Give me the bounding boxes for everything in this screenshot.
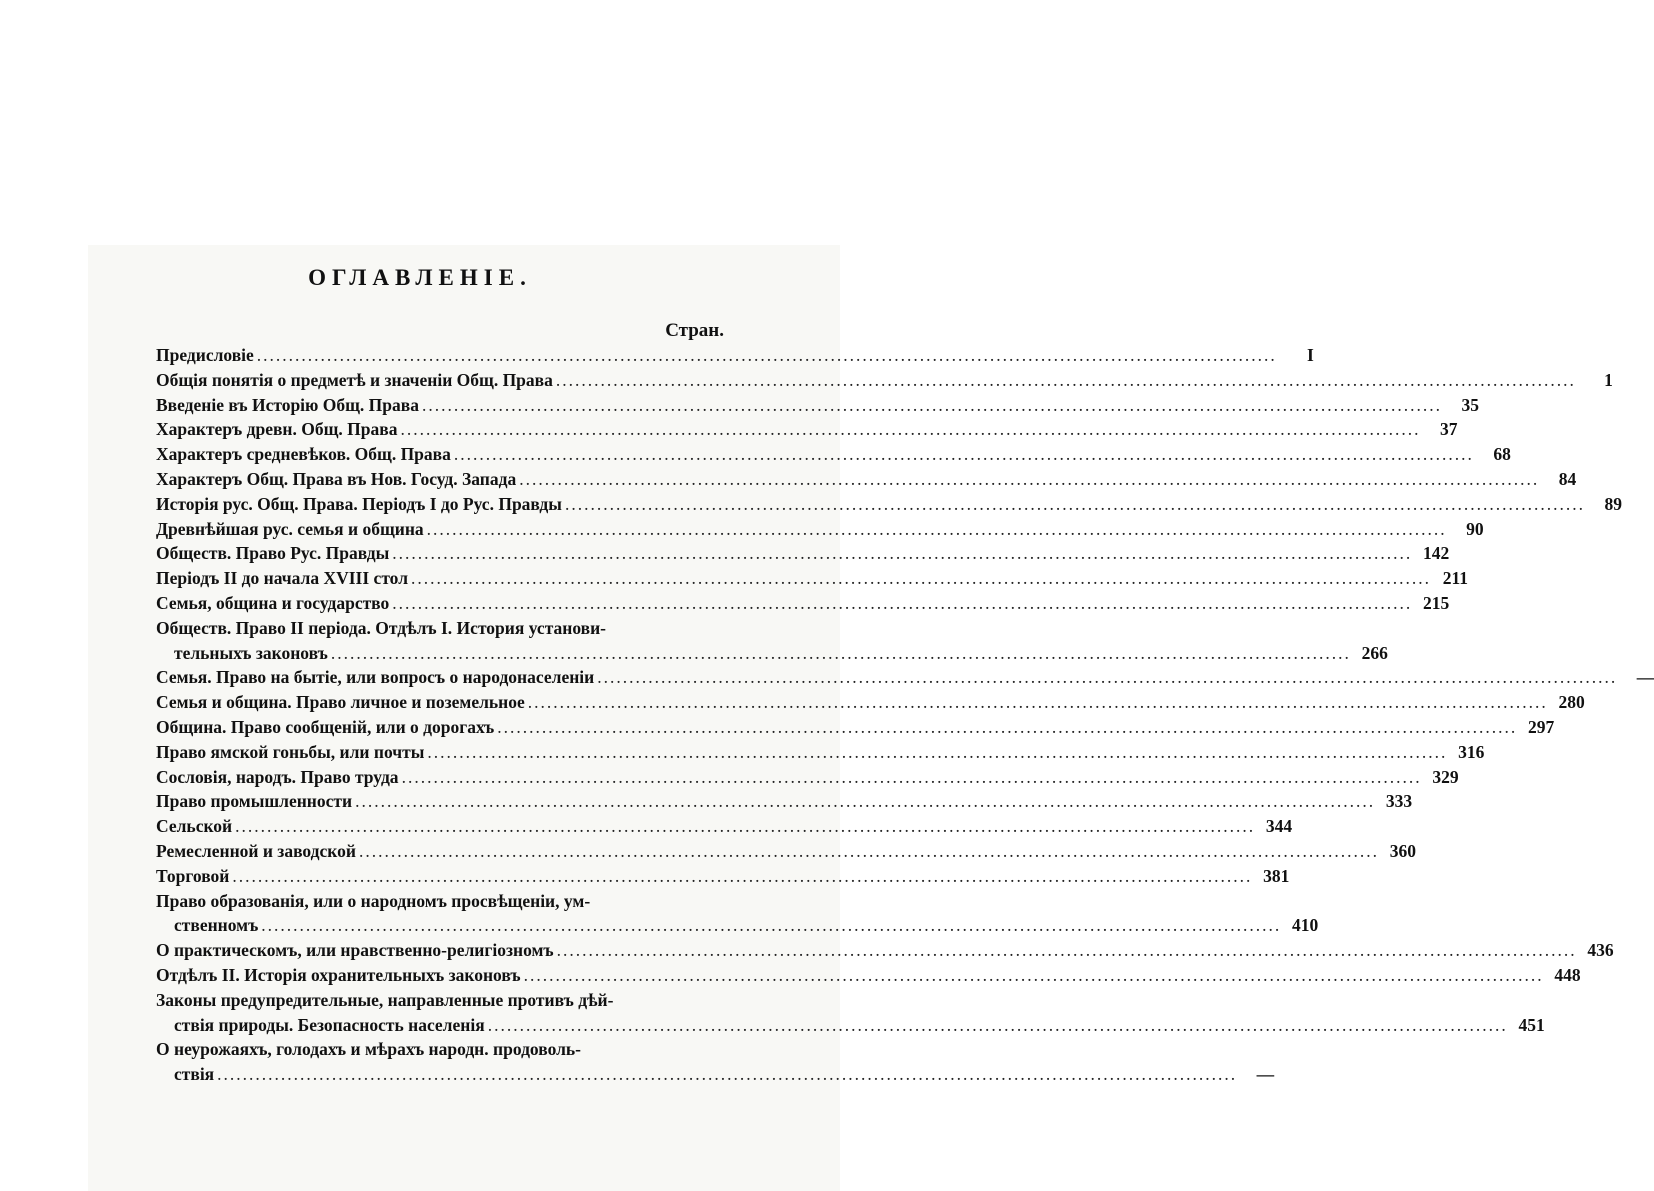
toc-entry-title: Обществ. Право II періода. Отдѣлъ I. История установи-: [156, 617, 607, 638]
toc-entry: [156, 690, 1585, 715]
toc-entry: [156, 765, 1459, 790]
toc-entry: [156, 393, 1479, 418]
toc-entry-page: 410: [1292, 915, 1319, 936]
dot-leader: [427, 517, 1447, 542]
toc-entry-title: Законы предупредительные, направленные противъ дѣй-: [156, 989, 614, 1010]
toc-entry-page: 89: [1604, 493, 1622, 514]
toc-entry: [156, 889, 724, 914]
dot-leader: [392, 591, 1412, 616]
dot-leader: [524, 963, 1544, 988]
dot-leader: [331, 641, 1351, 666]
page-column-header: Стран.: [665, 320, 724, 341]
toc-entry-page: 448: [1554, 964, 1581, 985]
toc-entry-title: Торговой: [156, 865, 230, 886]
toc-entry: [156, 442, 1511, 467]
dot-leader: [402, 765, 1422, 790]
page-title: ОГЛАВЛЕНІЕ.: [308, 265, 532, 290]
dot-leader: [359, 839, 1379, 864]
toc-entry: [156, 988, 724, 1013]
toc-entry-title: Введеніе въ Исторію Общ. Права: [156, 394, 419, 415]
toc-entry-page: 90: [1466, 518, 1484, 539]
toc-entry-title: Характеръ Общ. Права въ Нов. Госуд. Запада: [156, 468, 517, 489]
toc-entry: [156, 938, 1614, 963]
toc-entry: [156, 839, 1416, 864]
dot-leader: [557, 938, 1577, 963]
toc-entry-title: О практическомъ, или нравственно-религіозномъ: [156, 940, 554, 961]
toc-entry-page: 280: [1558, 692, 1585, 713]
toc-entry-page: I: [1306, 345, 1314, 365]
dot-leader: [355, 789, 1375, 814]
toc-entry: [156, 467, 1577, 492]
dot-leader: [497, 715, 1517, 740]
toc-entry-continuation: [156, 1013, 1545, 1038]
toc-entry-continuation: [156, 913, 1319, 938]
toc-entry-page: 329: [1432, 766, 1459, 787]
dot-leader: [392, 541, 1412, 566]
toc-entry-continuation: [156, 641, 1388, 666]
toc-entry-page: 381: [1263, 865, 1290, 886]
toc-entry-page: —: [1256, 1064, 1275, 1085]
toc-entry-title: Семья. Право на бытіе, или вопросъ о народонаселеніи: [156, 667, 595, 688]
dot-leader: [565, 492, 1585, 517]
toc-entry-continuation: [156, 1062, 1275, 1087]
dot-leader: [519, 467, 1539, 492]
toc-entry-title: Право промышленности: [156, 791, 353, 812]
toc-entry-page: 211: [1442, 568, 1469, 589]
dot-leader: [556, 368, 1576, 393]
toc-entry: [156, 566, 1469, 591]
dot-leader: [411, 566, 1431, 591]
toc-entry-title: Право образованія, или о народномъ просвѣщеніи, ум-: [156, 890, 591, 911]
toc-entry-page: —: [1636, 667, 1654, 688]
toc-entry: [156, 864, 1290, 889]
toc-entry-page: 266: [1361, 642, 1388, 663]
dot-leader: [400, 417, 1420, 442]
toc-entry-title-continued: ственномъ: [174, 915, 259, 936]
toc-entry-page: 344: [1265, 816, 1293, 837]
toc-entry-page: 333: [1385, 791, 1413, 812]
toc-entry-title: Предисловіе: [156, 345, 254, 365]
toc-entry-page: 360: [1389, 840, 1416, 861]
toc-entry: [156, 665, 1654, 690]
toc-entry-title: Характеръ средневѣков. Общ. Права: [156, 444, 451, 465]
toc-entry-page: 436: [1587, 940, 1614, 961]
toc-entry-title: О неурожаяхъ, голодахъ и мѣрахъ народн. продоволь-: [156, 1039, 581, 1060]
dot-leader: [261, 913, 1281, 938]
toc-entry-page: 35: [1461, 394, 1479, 415]
table-of-contents: [156, 343, 1654, 1087]
toc-entry-page: 84: [1558, 468, 1577, 489]
toc-entry-title: Право ямской гоньбы, или почты: [156, 741, 425, 762]
dot-leader: [257, 343, 1277, 368]
toc-entry: [156, 963, 1581, 988]
dot-leader: [217, 1062, 1237, 1087]
toc-entry: [156, 814, 1293, 839]
toc-entry-page: 37: [1439, 419, 1458, 440]
toc-entry-title: Древнѣйшая рус. семья и община: [156, 518, 424, 539]
toc-entry: [156, 417, 1458, 442]
toc-entry-page: 68: [1493, 444, 1511, 465]
toc-entry: [156, 492, 1622, 517]
toc-entry-title-continued: ствія природы. Безопасность населенія: [174, 1014, 485, 1035]
dot-leader: [422, 393, 1442, 418]
toc-entry-title-continued: ствія: [174, 1064, 215, 1085]
toc-entry-title-continued: тельныхъ законовъ: [174, 642, 328, 663]
toc-entry: [156, 343, 1314, 368]
toc-entry-title: Характеръ древн. Общ. Права: [156, 419, 398, 440]
toc-entry: [156, 368, 1613, 393]
toc-entry-page: 215: [1423, 592, 1450, 613]
toc-entry: [156, 517, 1484, 542]
dot-leader: [488, 1013, 1508, 1038]
toc-entry-title: Исторія рус. Общ. Права. Періодъ I до Рус. Правды: [156, 493, 562, 514]
toc-entry-title: Періодъ II до начала XVIII стол: [156, 568, 409, 589]
toc-entry-title: Ремесленной и заводской: [156, 840, 356, 861]
toc-entry-title: Сельской: [156, 816, 233, 837]
dot-leader: [427, 740, 1447, 765]
toc-entry: [156, 616, 724, 641]
dot-leader: [597, 665, 1617, 690]
toc-entry-title: Отдѣлъ II. Исторія охранительныхъ законовъ: [156, 964, 521, 985]
dot-leader: [454, 442, 1474, 467]
toc-entry-title: Сословія, народъ. Право труда: [156, 766, 399, 787]
dot-leader: [232, 864, 1252, 889]
toc-entry: [156, 789, 1413, 814]
toc-entry: [156, 715, 1555, 740]
toc-entry-page: 451: [1518, 1014, 1545, 1035]
toc-entry: [156, 1037, 724, 1062]
toc-entry-title: Община. Право сообщеній, или о дорогахъ: [156, 716, 495, 737]
toc-entry-page: 297: [1528, 716, 1555, 737]
toc-entry-page: 1: [1604, 369, 1613, 390]
toc-entry: [156, 740, 1485, 765]
toc-entry: [156, 541, 1450, 566]
toc-entry-page: 316: [1458, 741, 1485, 762]
toc-entry-title: Обществ. Право Рус. Правды: [156, 543, 390, 564]
toc-entry-title: Семья и община. Право личное и поземельное: [156, 692, 525, 713]
dot-leader: [528, 690, 1548, 715]
toc-entry-page: 142: [1423, 543, 1450, 564]
toc-entry: [156, 591, 1450, 616]
toc-entry-title: Семья, община и государство: [156, 592, 390, 613]
toc-entry-title: Общія понятія о предметѣ и значеніи Общ. Права: [156, 369, 553, 390]
dot-leader: [235, 814, 1255, 839]
